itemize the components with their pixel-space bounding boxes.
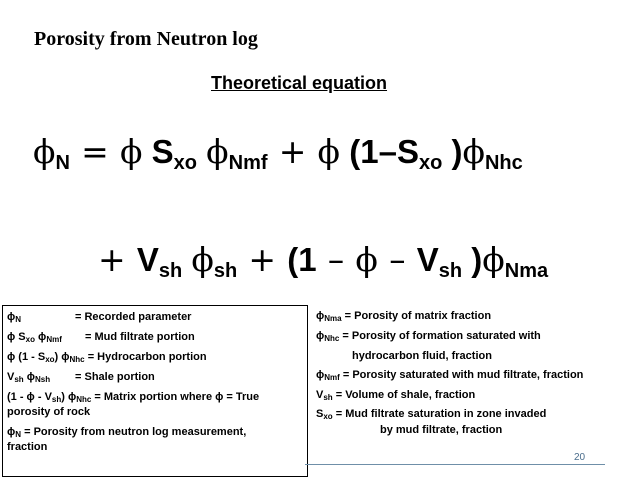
phi-symbol: ϕ [23,371,35,383]
subscript: N [15,315,22,324]
subscript: Nsh [35,375,51,384]
legend-text: (1 - S [15,351,46,363]
legend-row [7,331,195,344]
subscript: Nhc [69,355,85,364]
legend-row [7,371,155,384]
subscript: Nhc [484,152,523,174]
footer-divider [305,464,605,465]
legend-text: = Porosity from neutron log measurement, [21,426,247,438]
subscript: Nmf [324,373,340,382]
subscript: Nmf [228,152,268,174]
phi-symbol: ϕ [355,240,378,279]
definition-text: by mud filtrate, fraction [380,424,503,436]
variable: V [316,389,324,401]
legend-row [7,391,259,404]
legend-text: porosity of rock [7,406,91,418]
phi-symbol: ϕ [7,426,16,438]
subscript: N [55,152,70,174]
legend-row [7,311,192,324]
plus-sign: + [98,240,126,279]
legend-text: = Recorded parameter [75,311,192,323]
subscript: xo [323,412,333,421]
equals-sign: = [81,132,109,171]
definition-text: = Porosity of matrix fraction [341,310,492,322]
definition-row [316,369,583,382]
legend-row [7,426,246,439]
close-paren: ) [471,241,483,278]
phi-symbol: ϕ [316,369,325,381]
slide-subtitle: Theoretical equation [211,73,388,93]
definition-text: = Porosity saturated with mud filtrate, fraction [339,369,584,381]
minus-sign: – [327,240,345,279]
variable: V [136,241,159,278]
page-number: 20 [574,452,586,463]
slide-title: Porosity from Neutron log [34,28,258,50]
legend-box [2,305,308,477]
definition-text: hydrocarbon fluid, fraction [352,350,492,362]
subscript: Nma [504,260,549,282]
definition-text: = Volume of shale, fraction [332,389,476,401]
subscript: N [15,430,22,439]
definition-row [316,389,475,402]
legend-text: ) ϕ [61,391,77,403]
open-paren: ( [287,241,299,278]
subscript: xo [45,355,55,364]
phi-symbol: ϕ [316,310,325,322]
variable: S [15,331,26,343]
subscript: sh [213,260,238,282]
number-one: 1 [298,241,317,278]
subscript: sh [158,260,183,282]
equation-line-2 [96,240,548,283]
number-one: 1 [360,133,379,170]
subscript: xo [173,152,197,174]
variable: V [7,371,15,383]
phi-symbol: ϕ [462,132,485,171]
phi-symbol: ϕ [35,331,47,343]
legend-text: = Mud filtrate portion [85,331,195,343]
subscript: sh [14,375,24,384]
phi-symbol: ϕ [206,132,229,171]
subscript: Nhc [76,395,92,404]
plus-sign: + [248,240,277,279]
subscript: sh [51,395,62,404]
close-paren: ) [451,133,463,170]
legend-row [7,441,47,453]
legend-text: fraction [7,441,48,453]
legend-text: ) ϕ [54,351,70,363]
legend-row [7,406,90,418]
phi-symbol: ϕ [33,132,56,171]
variable: V [416,241,439,278]
legend-text: = Hydrocarbon portion [84,351,207,363]
variable: S [396,133,419,170]
definition-text: = Mud filtrate saturation in zone invaded [332,408,547,420]
phi-symbol: ϕ [482,240,505,279]
definition-row [316,310,491,323]
subscript: xo [418,152,443,174]
equation-line-1 [33,132,523,175]
subscript: Nmf [46,335,62,344]
definitions-list [316,305,636,455]
variable: S [316,408,324,420]
subscript: Nhc [324,334,340,343]
legend-row [7,351,207,364]
minus-sign: – [378,133,397,170]
subscript: sh [438,260,463,282]
legend-text: = Shale portion [75,371,155,383]
phi-symbol: ϕ [7,311,16,323]
legend-text: = Matrix portion where ϕ = True [91,391,260,403]
definition-row [380,424,502,436]
subscript: xo [25,335,35,344]
subscript: Nma [324,314,342,323]
variable: S [151,133,174,170]
definition-text: = Porosity of formation saturated with [339,330,541,342]
legend-text: (1 - ϕ - V [7,391,52,403]
phi-symbol: ϕ [191,240,214,279]
definition-row [316,408,546,421]
phi-symbol: ϕ [119,132,143,171]
subscript: sh [323,393,333,402]
open-paren: ( [349,133,361,170]
phi-symbol: ϕ [317,132,341,171]
phi-symbol: ϕ [316,330,325,342]
minus-sign: – [389,240,406,279]
phi-symbol: ϕ [7,331,16,343]
definition-row [352,350,492,362]
phi-symbol: ϕ [7,351,16,363]
definition-row [316,330,541,343]
plus-sign: + [278,132,307,171]
